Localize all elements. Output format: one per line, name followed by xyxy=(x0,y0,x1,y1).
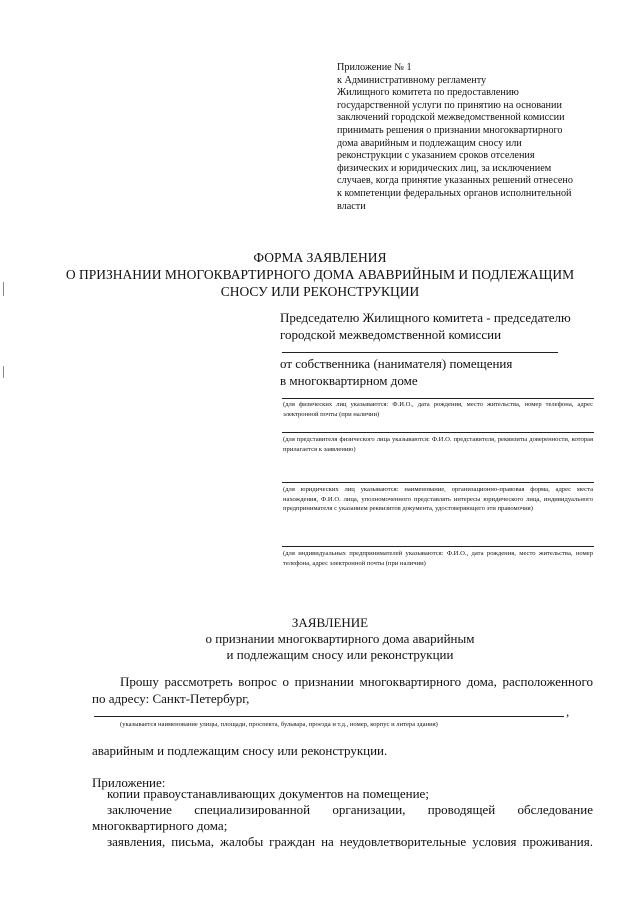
appendix-block xyxy=(337,62,607,213)
request-paragraph-line2: по адресу: Санкт-Петербург, xyxy=(92,691,250,706)
from-owner-line1: от собственника (нанимателя) помещения xyxy=(280,356,513,371)
attachment-word: неудовлетворительные xyxy=(339,834,467,849)
conclusion-text: аварийным и подлежащим сносу или реконструкции. xyxy=(92,743,388,758)
appendix-line: дома аварийным и подлежащим сносу или xyxy=(337,137,522,149)
applicant-entrepreneur-line[interactable] xyxy=(282,546,594,547)
appendix-line: к Административному регламенту xyxy=(337,74,487,86)
appendix-line: государственной услуги по принятию на основании xyxy=(337,99,562,111)
attachment-word: на xyxy=(321,834,334,849)
request-word: дома, xyxy=(466,674,497,689)
attachment-item-1: копии правоустанавливающих документов на помещение; xyxy=(107,786,429,801)
appendix-line: заключений городской межведомственной комиссии xyxy=(337,112,565,124)
addressee-line2: городской межведомственной комиссии xyxy=(280,327,502,342)
attachment-item-2-line1 xyxy=(107,801,593,818)
appendix-line: физических и юридических лиц, за исключением xyxy=(337,162,552,174)
appendix-line: к компетенции федеральных органов исполнительной xyxy=(337,187,572,199)
attachment-word: граждан xyxy=(269,834,316,849)
address-line-comma: , xyxy=(566,704,570,719)
applicant-legal-line[interactable] xyxy=(282,482,594,483)
address-note: (указывается наименование улицы, площади, проспекта, бульвара, проезда и т.д., номер, корпус и литера здания) xyxy=(120,721,438,728)
request-word: признании xyxy=(294,674,354,689)
applicant-individual-line[interactable] xyxy=(282,398,594,399)
request-word: о xyxy=(282,674,290,689)
appendix-line: реконструкции с указанием сроков отселения xyxy=(337,150,535,162)
attachment-word: проживания. xyxy=(522,834,593,849)
attachment-item-2-line2: многоквартирного дома; xyxy=(92,818,228,833)
note-individuals: (для физических лиц указываются: Ф.И.О., дата рождения, место жительства, номер телефона, адрес электронной почты (при наличии) xyxy=(283,401,593,418)
form-title-line2: О ПРИЗНАНИИ МНОГОКВАРТИРНОГО ДОМА АВАВРИЙНЫМ И ПОДЛЕЖАЩИМ xyxy=(65,267,575,282)
statement-subtitle-line2: и подлежащим сносу или реконструкции xyxy=(226,647,454,662)
attachment-word: организации, xyxy=(332,802,406,817)
request-paragraph-line1 xyxy=(120,673,593,690)
note-entrepreneurs: (для индивидуальных предпринимателей указываются: Ф.И.О., дата рождения, место жительства, номер телефона, адрес электронной почты (при наличии) xyxy=(283,550,593,567)
request-word: рассмотреть xyxy=(164,674,233,689)
note-representative: (для представителя физического лица указываются: Ф.И.О. представителя, реквизиты доверенности, которая прилагается к заявлению) xyxy=(283,436,593,453)
scan-margin-mark xyxy=(3,282,4,296)
appendix-line: принимать решения о признании многоквартирного xyxy=(337,124,563,136)
building-address-line[interactable] xyxy=(94,716,564,717)
applicant-representative-line[interactable] xyxy=(282,432,594,433)
addressee-line1: Председателю Жилищного комитета - председателю xyxy=(280,310,571,325)
attachment-word: условия xyxy=(472,834,517,849)
attachment-word: жалобы xyxy=(219,834,264,849)
attachment-word: заявления, xyxy=(107,834,166,849)
statement-subtitle-line1: о признании многоквартирного дома аварийным xyxy=(205,631,475,646)
note-legal: (для юридических лиц указываются: наименование, организационно-правовая форма, адрес места нахождения, Ф.И.О. лица, уполномоченного представлять интересы юридического лица, индивидуального предпринимателя с указанием реквизитов документа, удостоверяющего эти правомочия) xyxy=(283,486,593,513)
scan-margin-mark xyxy=(3,366,4,378)
attachment-word: специализированной xyxy=(194,802,311,817)
attachment-item-3 xyxy=(107,833,593,850)
form-title-line3: СНОСУ ИЛИ РЕКОНСТРУКЦИИ xyxy=(220,284,420,299)
request-word: вопрос xyxy=(238,674,277,689)
appendix-line: случаев, когда принятие указанных решений отнесено xyxy=(337,175,573,187)
appendix-line: власти xyxy=(337,200,366,212)
attachment-word: заключение xyxy=(107,802,172,817)
attachments-heading: Приложение: xyxy=(92,775,166,790)
appendix-line: Жилищного комитета по предоставлению xyxy=(337,87,519,99)
attachment-word: письма, xyxy=(171,834,215,849)
request-word: многоквартирного xyxy=(359,674,462,689)
appendix-line: Приложение № 1 xyxy=(337,62,412,73)
from-owner-line2: в многоквартирном доме xyxy=(280,373,418,388)
request-word: расположенного xyxy=(502,674,593,689)
request-word: Прошу xyxy=(120,674,159,689)
attachment-word: обследование xyxy=(517,802,593,817)
statement-title: ЗАЯВЛЕНИЕ xyxy=(291,615,369,630)
attachment-word: проводящей xyxy=(427,802,496,817)
form-title-line1: ФОРМА ЗАЯВЛЕНИЯ xyxy=(253,250,387,265)
addressee-underline xyxy=(282,352,558,353)
